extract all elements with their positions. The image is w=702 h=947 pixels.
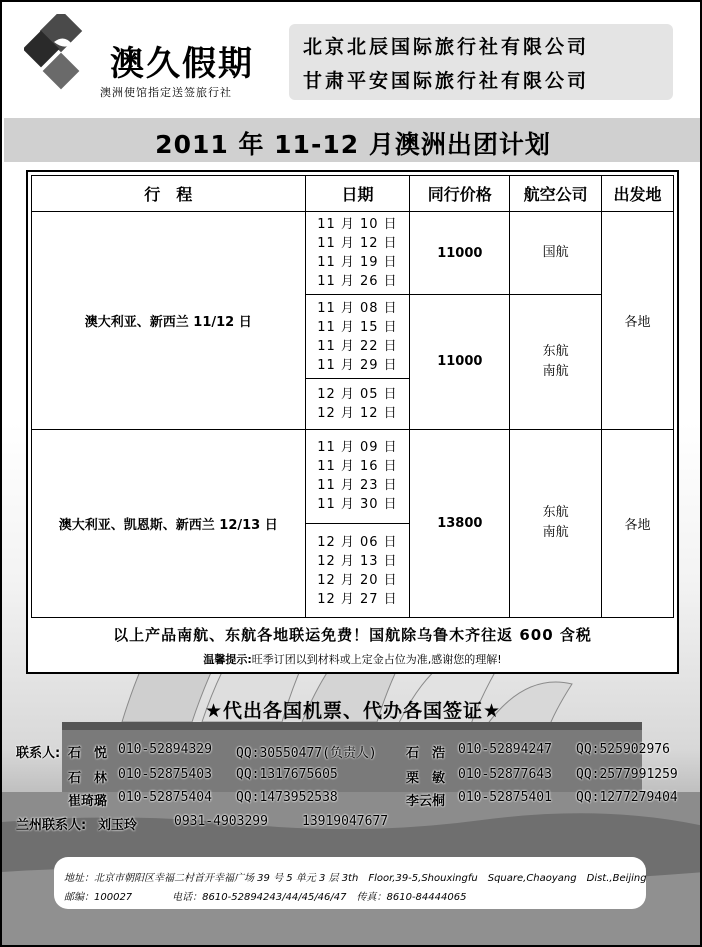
- address-box: [54, 857, 646, 909]
- header-price: 同行价格: [410, 176, 510, 212]
- contact-qq: [236, 790, 338, 805]
- airline-text: 东航 南航: [542, 343, 569, 379]
- contact-phone-text: 010-52877643: [458, 767, 552, 782]
- dates-text: 12 月 06 日 12 月 13 日 12 月 20 日 12 月 27 日: [317, 534, 398, 607]
- header-route: 行 程: [32, 176, 306, 212]
- transfer-note: 以上产品南航、东航各地联运免费！国航除乌鲁木齐往返 600 含税: [113, 626, 592, 644]
- route-aus-cairns-nz: 澳大利亚、凯恩斯、新西兰 12/13 日: [32, 429, 306, 617]
- company-name-gansu: 甘肃平安国际旅行社有限公司: [303, 70, 590, 92]
- airline-cell: [510, 294, 602, 429]
- contact-phone: [458, 790, 552, 805]
- contact-phone: [118, 790, 212, 805]
- contact-phone-text: 010-52875404: [118, 790, 212, 805]
- reminder-note: [28, 651, 677, 667]
- airline-text: 东航 南航: [542, 505, 569, 541]
- diamond-logo-icon: [24, 14, 104, 104]
- contact-qq-text: QQ:1473952538: [236, 790, 338, 805]
- contact-phone-text: 010-52875401: [458, 790, 552, 805]
- table-header-row: [32, 176, 674, 212]
- contact-phone: [458, 767, 552, 782]
- contact-phone-text: 010-52875403: [118, 767, 212, 782]
- contact-phone-text: 0931-4903299: [174, 814, 268, 829]
- contact-phone: [174, 814, 268, 829]
- airline-cell: [510, 429, 602, 617]
- contact-name: 崔琦璐: [68, 794, 108, 809]
- contact-mobile: [302, 814, 388, 829]
- price-cell: 13800: [410, 429, 510, 617]
- contact-qq-text: QQ:2577991259: [576, 767, 678, 782]
- reminder-text: 旺季订团以到材料或上定金占位为准,感谢您的理解!: [251, 653, 502, 666]
- header-date: 日期: [305, 176, 410, 212]
- lanzhou-contact-label: 兰州联系人:: [16, 818, 87, 833]
- contact-qq: [236, 767, 338, 782]
- contact-qq: [576, 742, 670, 757]
- brand-logo: [24, 14, 274, 104]
- dates-cell: [305, 379, 410, 429]
- brand-name: 澳久假期: [110, 44, 254, 84]
- dates-text: 11 月 09 日 11 月 16 日 11 月 23 日 11 月 30 日: [317, 440, 398, 513]
- postcode-phone-fax-line: 邮编：100027 电话：8610-52894243/44/45/46/47 传真：8610-84444065: [64, 892, 467, 903]
- dates-text: 11 月 10 日 11 月 12 日 11 月 19 日 11 月 26 日: [317, 217, 398, 289]
- airline-cell: 国航: [510, 212, 602, 295]
- contact-qq: [576, 790, 678, 805]
- departure-cell: 各地: [602, 212, 674, 429]
- dates-cell: [305, 212, 410, 295]
- schedule-table-box: [26, 170, 679, 674]
- header-airline: 航空公司: [510, 176, 602, 212]
- contact-phone: [118, 767, 212, 782]
- page-title: 2011 年 11-12 月澳洲出团计划: [155, 130, 551, 159]
- title-bar: [4, 118, 702, 162]
- price-cell: 11000: [410, 294, 510, 429]
- contact-qq: [236, 742, 377, 761]
- dates-cell: [305, 524, 410, 618]
- company-name-beijing: 北京北辰国际旅行社有限公司: [303, 36, 590, 58]
- contact-phone-text: 010-52894329: [118, 742, 212, 757]
- price-cell: 11000: [410, 212, 510, 295]
- contact-qq: [576, 767, 678, 782]
- services-banner: ★代出各国机票、代办各国签证★: [204, 700, 502, 722]
- departure-cell: 各地: [602, 429, 674, 617]
- contact-name: 石 悦: [68, 746, 108, 761]
- contact-label: 联系人:: [16, 746, 61, 761]
- address-line: 地址：北京市朝阳区幸福二村首开幸福广场 39 号 5 单元 3 层 3th Floor,39-5,Shouxingfu Square,Chaoyang Dist.,Beijing: [64, 873, 647, 884]
- reminder-label: 温馨提示:: [203, 653, 252, 666]
- dates-text: 11 月 08 日 11 月 15 日 11 月 22 日 11 月 29 日: [317, 300, 398, 373]
- dates-cell: [305, 429, 410, 524]
- contact-qq-text: QQ:1317675605: [236, 767, 338, 782]
- contact-qq-text: QQ:30550477(负责人): [236, 746, 377, 761]
- contact-phone: [458, 742, 552, 757]
- contact-qq-text: QQ:1277279404: [576, 790, 678, 805]
- dates-cell: [305, 294, 410, 379]
- table-row: [32, 212, 674, 295]
- contact-phone-text: 010-52894247: [458, 742, 552, 757]
- header-departure: 出发地: [602, 176, 674, 212]
- contact-name: 栗 敏: [406, 771, 446, 786]
- contact-qq-text: QQ:525902976: [576, 742, 670, 757]
- contact-mobile-text: 13919047677: [302, 814, 389, 829]
- contact-name: 李云桐: [406, 794, 446, 809]
- contact-name: 石 林: [68, 771, 108, 786]
- contact-name: 刘玉玲: [98, 818, 138, 833]
- contact-name: 石 浩: [406, 746, 446, 761]
- table-row: [32, 429, 674, 524]
- company-box: [289, 24, 673, 100]
- schedule-table: [31, 175, 674, 618]
- dates-text: 12 月 05 日 12 月 12 日: [317, 387, 398, 421]
- brand-subtitle: 澳洲使馆指定送签旅行社: [100, 86, 232, 99]
- route-aus-nz: 澳大利亚、新西兰 11/12 日: [32, 212, 306, 429]
- contact-phone: [118, 742, 212, 757]
